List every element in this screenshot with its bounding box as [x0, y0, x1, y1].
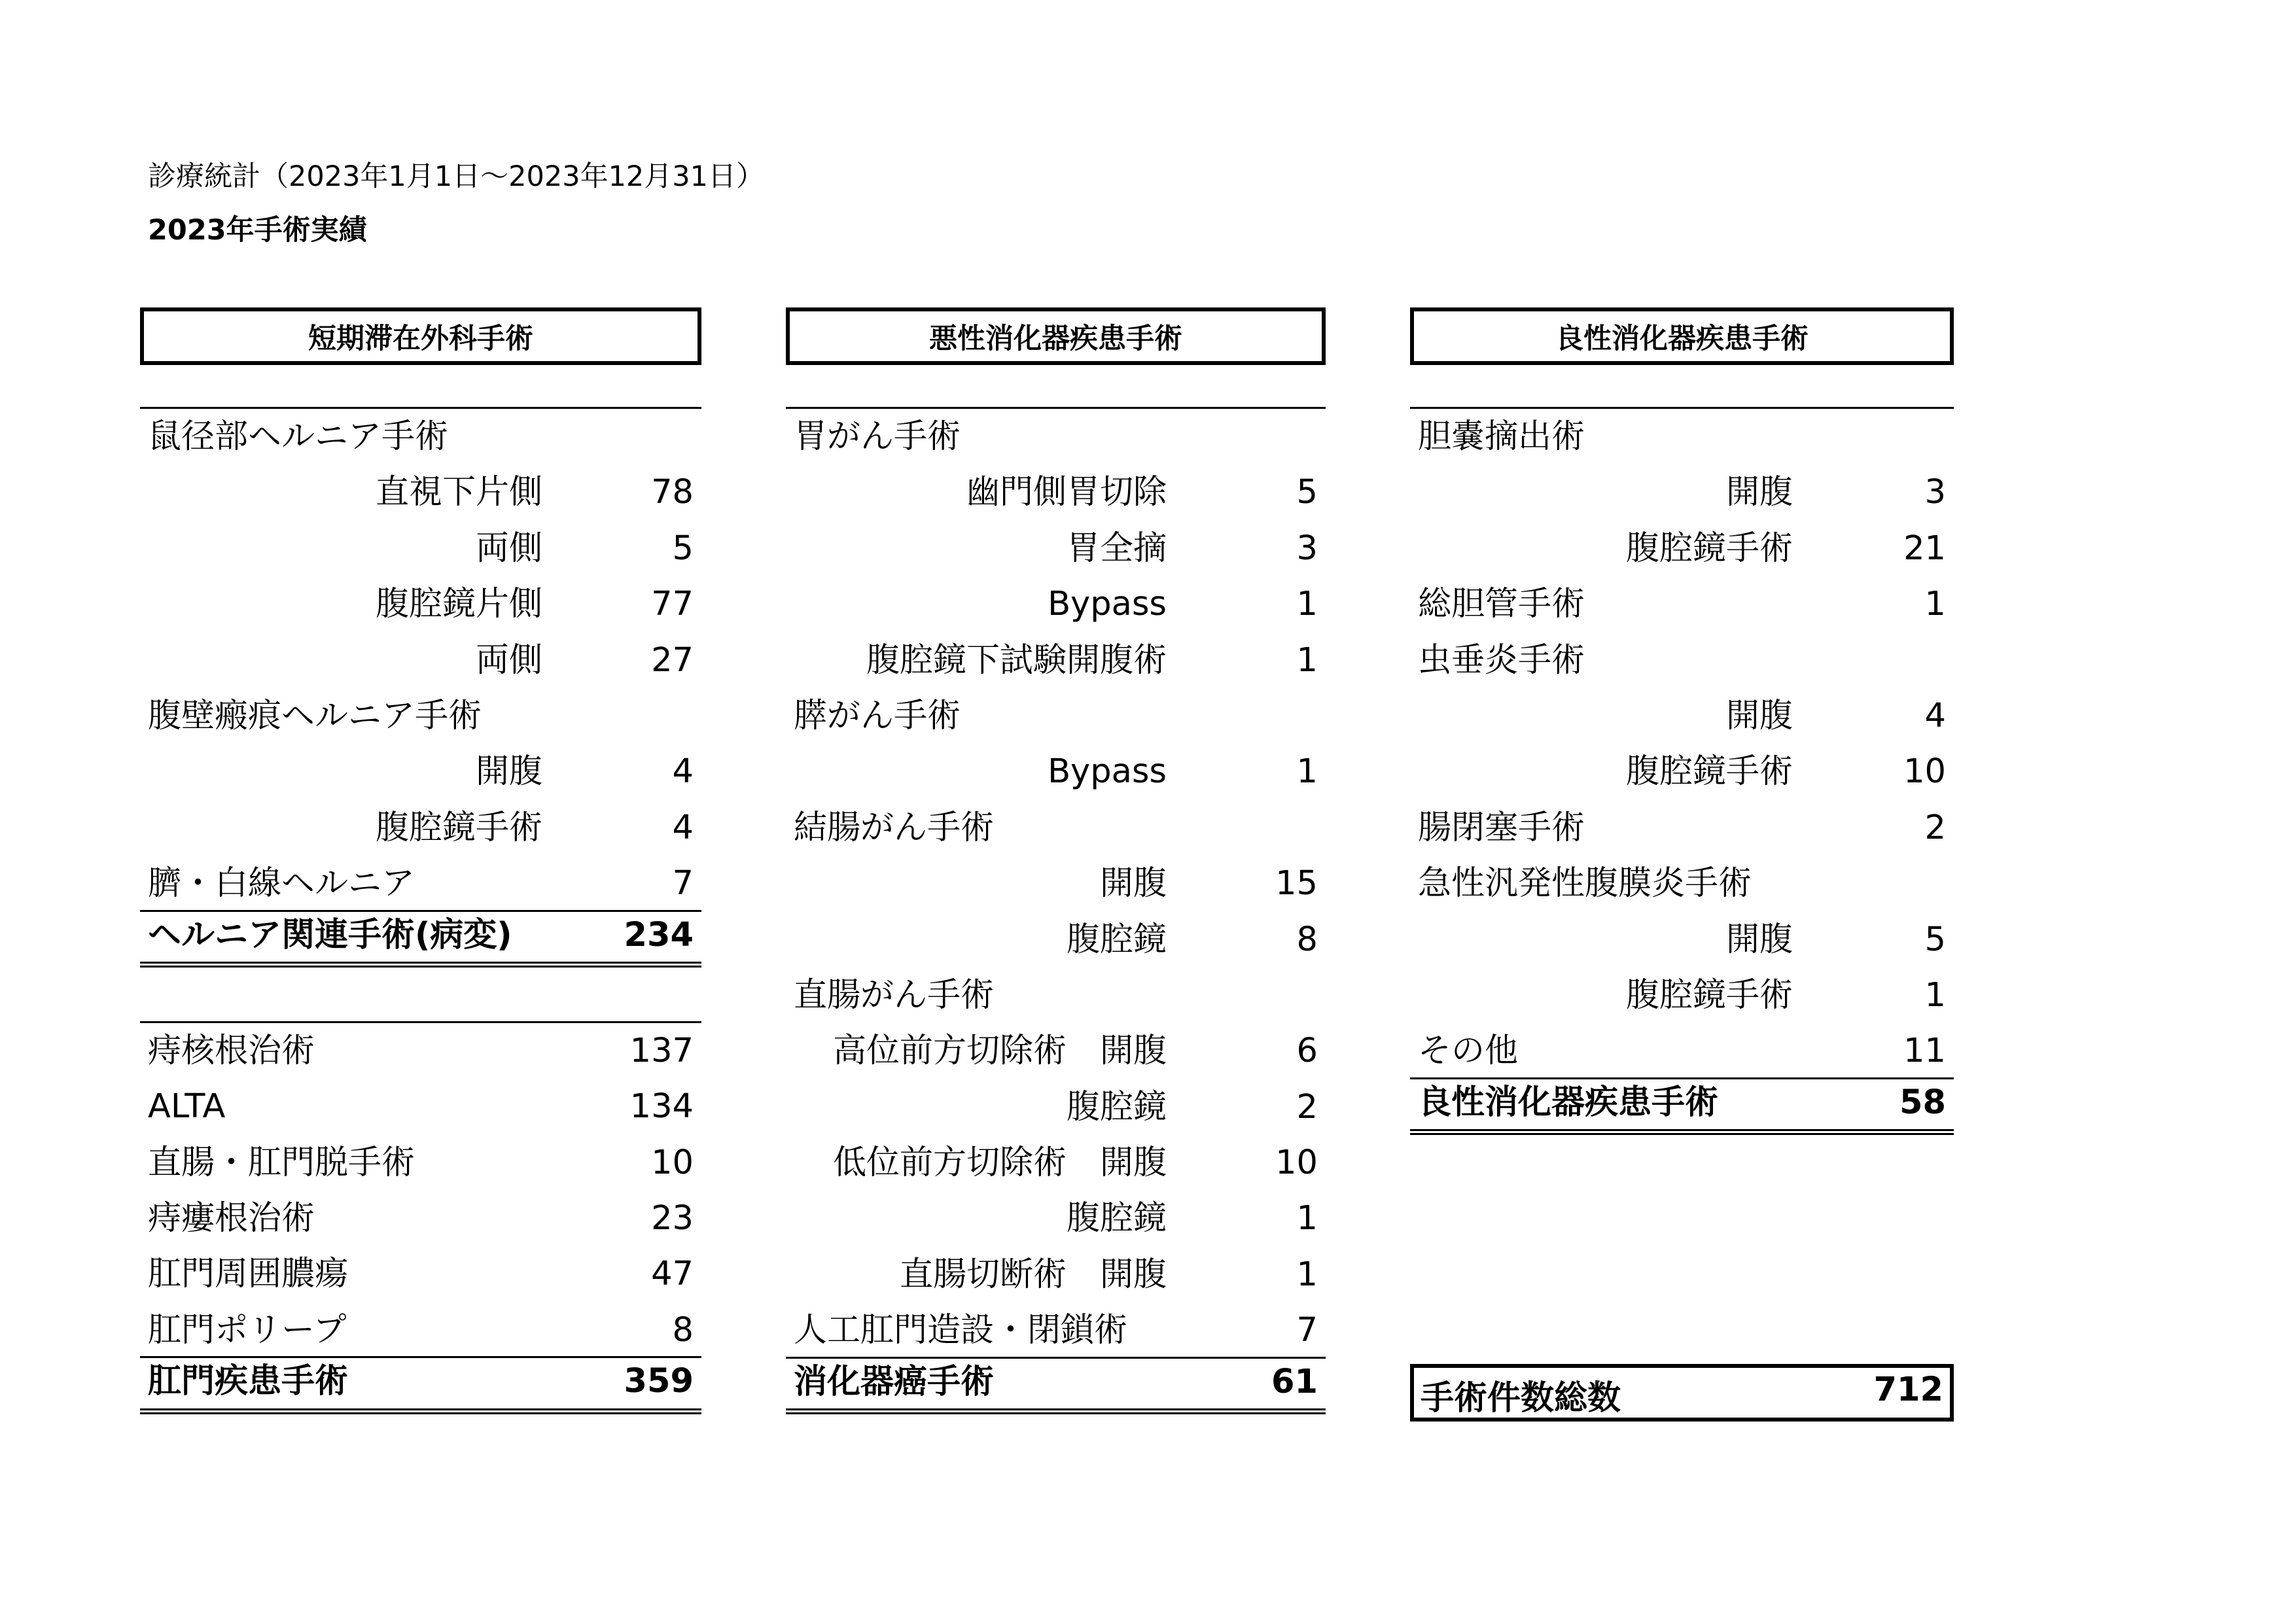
- table-row: [140, 1246, 701, 1302]
- table-row: [140, 1135, 701, 1191]
- table-row: [786, 521, 1326, 576]
- table-row: [786, 744, 1326, 799]
- row-label: 痔核根治術: [148, 1031, 315, 1070]
- row-sublabel: 開腹: [475, 752, 542, 792]
- row-value: 10: [1903, 752, 1946, 792]
- row-value: 10: [1275, 1143, 1318, 1183]
- grand-total-box: [1410, 1364, 1954, 1422]
- row-sublabel: Bypass: [1048, 585, 1167, 624]
- table-row: [1410, 688, 1954, 744]
- table-row: [140, 1302, 701, 1358]
- table-row: [786, 409, 1326, 464]
- row-value: 21: [1903, 529, 1946, 568]
- table-row: [1410, 576, 1954, 632]
- row-value: 1: [1924, 975, 1946, 1015]
- row-label: 腸閉塞手術: [1418, 808, 1585, 847]
- total-value: 234: [624, 915, 694, 954]
- table-row: [1410, 856, 1954, 911]
- table-row: [1410, 464, 1954, 520]
- row-value: 1: [1296, 640, 1318, 680]
- row-sublabel: 両側: [475, 529, 542, 568]
- row-value: 15: [1275, 864, 1318, 903]
- table-row: [1410, 800, 1954, 856]
- table-row: [1410, 633, 1954, 688]
- table-row: [786, 1302, 1326, 1358]
- row-sublabel: 幽門側胃切除: [966, 473, 1167, 512]
- table-row: [786, 856, 1326, 911]
- row-sublabel: 腹腔鏡手術: [1625, 975, 1793, 1015]
- total-label: 良性消化器疾患手術: [1418, 1083, 1719, 1122]
- row-value: 7: [672, 864, 694, 903]
- row-sublabel: 低位前方切除術 開腹: [832, 1143, 1167, 1183]
- row-value: 1: [1296, 1199, 1318, 1238]
- table-row: [786, 800, 1326, 856]
- benign-total-row: [1410, 1079, 1954, 1135]
- row-value: 11: [1903, 1032, 1946, 1071]
- row-sublabel: 開腹: [1725, 473, 1793, 512]
- anal-total-row: [140, 1358, 701, 1414]
- row-sublabel: 腹腔鏡: [1066, 920, 1167, 959]
- table-row: [140, 464, 701, 520]
- table-row: [786, 576, 1326, 632]
- row-sublabel: 腹腔鏡: [1066, 1087, 1167, 1126]
- table-row: [786, 1023, 1326, 1079]
- row-value: 47: [651, 1255, 694, 1294]
- row-sublabel: 高位前方切除術 開腹: [832, 1032, 1167, 1071]
- total-label: 肛門疾患手術: [148, 1362, 349, 1401]
- short-stay-rows: [140, 407, 701, 1414]
- row-value: 1: [1296, 1255, 1318, 1294]
- table-row: [140, 688, 701, 744]
- row-sublabel: 腹腔鏡: [1066, 1199, 1167, 1238]
- row-sublabel: 腹腔鏡下試験開腹術: [866, 640, 1167, 680]
- row-label: 総胆管手術: [1418, 585, 1585, 624]
- row-sublabel: 胃全摘: [1066, 529, 1167, 568]
- table-row: [1410, 744, 1954, 799]
- table-row: [140, 409, 701, 464]
- row-spacer: [140, 968, 701, 1023]
- row-label: その他: [1418, 1032, 1519, 1071]
- row-sublabel: 開腹: [1725, 696, 1793, 735]
- grand-total-value: 712: [1873, 1370, 1943, 1409]
- row-label: 痔瘻根治術: [148, 1199, 315, 1238]
- row-value: 4: [672, 752, 694, 792]
- total-label: 消化器癌手術: [794, 1362, 995, 1401]
- row-label: 結腸がん手術: [794, 808, 995, 847]
- row-value: 4: [672, 808, 694, 847]
- page-subtitle: 2023年手術実績: [148, 214, 367, 247]
- table-row: [786, 464, 1326, 520]
- table-row: [786, 1079, 1326, 1135]
- table-row: [786, 968, 1326, 1023]
- row-value: 5: [1924, 920, 1946, 959]
- table-row: [140, 856, 701, 911]
- table-row: [786, 1191, 1326, 1246]
- row-value: 27: [651, 640, 694, 680]
- row-value: 2: [1296, 1087, 1318, 1126]
- row-value: 8: [672, 1310, 694, 1350]
- row-value: 6: [1296, 1032, 1318, 1071]
- row-value: 5: [1296, 473, 1318, 512]
- total-value: 359: [624, 1362, 694, 1401]
- row-value: 2: [1924, 808, 1946, 847]
- table-row: [140, 576, 701, 632]
- table-row: [1410, 968, 1954, 1023]
- benign-rows: [1410, 407, 1954, 1135]
- row-value: 10: [651, 1143, 694, 1182]
- total-label: ヘルニア関連手術(病変): [148, 915, 512, 954]
- table-row: [786, 1135, 1326, 1191]
- row-label: 人工肛門造設・閉鎖術: [794, 1311, 1128, 1350]
- row-sublabel: 開腹: [1099, 864, 1167, 903]
- row-label: 鼠径部ヘルニア手術: [148, 417, 449, 456]
- row-sublabel: 腹腔鏡片側: [375, 585, 542, 624]
- table-row: [140, 1023, 701, 1079]
- column-header: 短期滞在外科手術: [140, 307, 701, 365]
- table-row: [140, 744, 701, 799]
- table-row: [786, 912, 1326, 968]
- column-header: 良性消化器疾患手術: [1410, 307, 1954, 365]
- table-row: [140, 800, 701, 856]
- row-value: 1: [1296, 585, 1318, 624]
- row-label: 虫垂炎手術: [1418, 640, 1585, 680]
- row-sublabel: 両側: [475, 640, 542, 680]
- table-row: [786, 633, 1326, 688]
- row-label: 腹壁瘢痕ヘルニア手術: [148, 696, 482, 735]
- table-row: [140, 1191, 701, 1246]
- row-value: 77: [651, 585, 694, 624]
- row-label: ALTA: [148, 1087, 226, 1126]
- total-value: 61: [1271, 1362, 1318, 1401]
- malignant-rows: [786, 407, 1326, 1414]
- row-sublabel: Bypass: [1048, 752, 1167, 792]
- row-label: 肛門ポリープ: [148, 1310, 347, 1350]
- row-sublabel: 腹腔鏡手術: [1625, 752, 1793, 792]
- row-value: 1: [1296, 752, 1318, 792]
- row-sublabel: 直腸切断術 開腹: [899, 1255, 1167, 1294]
- table-row: [140, 633, 701, 688]
- row-value: 7: [1296, 1311, 1318, 1350]
- row-label: 胃がん手術: [794, 417, 961, 456]
- row-sublabel: 開腹: [1725, 920, 1793, 959]
- cancer-total-row: [786, 1359, 1326, 1414]
- benign-surgery-column: [1410, 307, 1954, 1135]
- row-value: 23: [651, 1199, 694, 1238]
- row-label: 胆嚢摘出術: [1418, 417, 1585, 456]
- row-value: 3: [1924, 473, 1946, 512]
- row-label: 膵がん手術: [794, 696, 961, 735]
- grand-total-label: 手術件数総数: [1421, 1379, 1621, 1418]
- column-header: 悪性消化器疾患手術: [786, 307, 1326, 365]
- table-row: [786, 688, 1326, 744]
- row-sublabel: 腹腔鏡手術: [1625, 529, 1793, 568]
- table-row: [1410, 409, 1954, 464]
- row-value: 8: [1296, 920, 1318, 959]
- row-value: 1: [1924, 585, 1946, 624]
- row-sublabel: 直視下片側: [375, 473, 542, 512]
- short-stay-surgery-column: [140, 307, 701, 1414]
- row-value: 5: [672, 529, 694, 568]
- total-value: 58: [1899, 1083, 1946, 1122]
- row-label: 臍・白線ヘルニア: [148, 864, 415, 903]
- table-row: [1410, 1023, 1954, 1079]
- hernia-total-row: [140, 912, 701, 968]
- row-value: 4: [1924, 696, 1946, 735]
- row-label: 直腸がん手術: [794, 975, 995, 1015]
- row-label: 肛門周囲膿瘍: [148, 1255, 349, 1294]
- page-title: 診療統計（2023年1月1日～2023年12月31日）: [148, 160, 765, 193]
- row-value: 3: [1296, 529, 1318, 568]
- malignant-surgery-column: [786, 307, 1326, 1414]
- table-row: [140, 521, 701, 576]
- row-sublabel: 腹腔鏡手術: [375, 808, 542, 847]
- row-value: 78: [651, 473, 694, 512]
- table-row: [140, 1079, 701, 1134]
- table-row: [1410, 912, 1954, 968]
- row-label: 急性汎発性腹膜炎手術: [1418, 864, 1752, 903]
- row-value: 137: [629, 1031, 694, 1070]
- table-row: [1410, 521, 1954, 576]
- table-row: [786, 1247, 1326, 1302]
- row-value: 134: [629, 1087, 694, 1126]
- row-label: 直腸・肛門脱手術: [148, 1143, 415, 1182]
